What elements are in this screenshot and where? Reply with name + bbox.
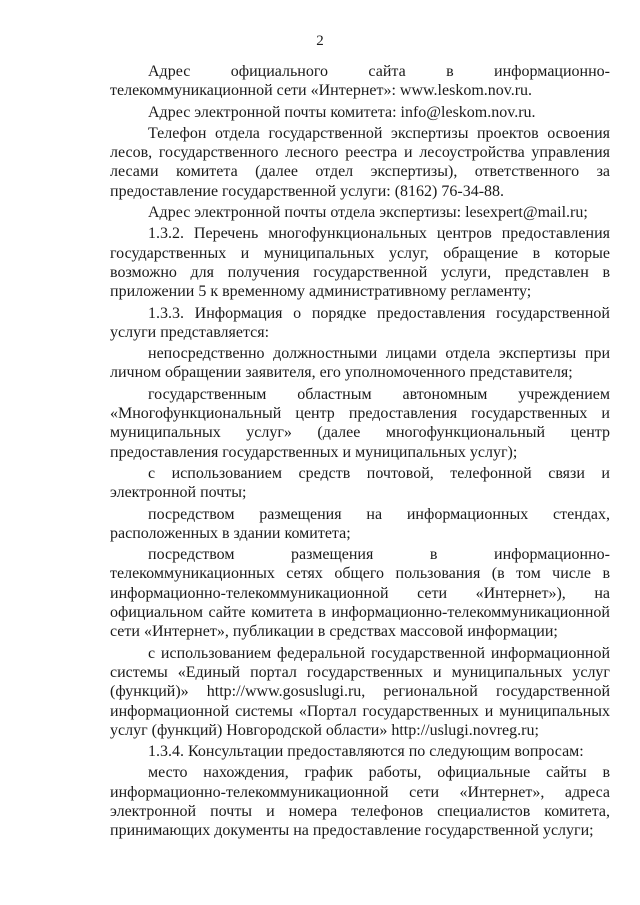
paragraph-committee-email: Адрес электронной почты комитета: info@leskom.nov.ru. (148, 103, 536, 121)
paragraph-location-schedule: место нахождения, график работы, официальные сайты в информационно-телекоммуникационной сети «Интернет», адреса электронной почты и номера телефонов специалистов комитета, принимающих документы на предоставление государственной услуги; (110, 764, 610, 840)
paragraph-expertise-phone: Телефон отдела государственной экспертизы проектов освоения лесов, государственного лесного реестра и лесоустройства управления лесами комитета (далее отдел экспертизы), ответственного за предоставление государственной услуги: (8162) 76-34-88. (110, 124, 610, 200)
paragraph-portals: с использованием федеральной государственной информационной системы «Единый портал государственных и муниципальных услуг (функций)» http://www.gosuslugi.ru, региональной государственной информационной системы «Портал государственных и муниципальных услуг (функций) Новгородской области» http://uslugi.novreg.ru; (110, 644, 610, 739)
paragraph-mail-phone: с использованием средств почтовой, телефонной связи и электронной почты; (110, 464, 610, 502)
paragraph-1-3-3: 1.3.3. Информация о порядке предоставления государственной услуги представляется: (110, 304, 610, 341)
paragraph-expertise-email: Адрес электронной почты отдела экспертизы: lesexpert@mail.ru; (148, 204, 588, 222)
page-number: 2 (316, 33, 324, 49)
paragraph-1-3-2: 1.3.2. Перечень многофункциональных центров предоставления государственных и муниципальных услуг, обращение в которые возможно для получения государственной услуги, представлен в приложении 5 к временному административному регламенту; (110, 225, 610, 301)
document-body (110, 62, 610, 841)
paragraph-info-stands: посредством размещения на информационных стендах, расположенных в здании комитета; (110, 505, 610, 542)
paragraph-1-3-4: 1.3.4. Консультации предоставляются по следующим вопросам: (148, 743, 584, 761)
paragraph-website-address: Адрес официального сайта в информационно-телекоммуникационной сети «Интернет»: www.leskom.nov.ru. (110, 63, 610, 100)
paragraph-public-networks: посредством размещения в информационно-телекоммуникационных сетях общего пользования (в том числе в информационно-телекоммуникационной сети «Интернет»), на официальном сайте комитета в информационно-телекоммуникационной сети «Интернет», публикации в средствах массовой информации; (110, 546, 610, 641)
paragraph-officials: непосредственно должностными лицами отдела экспертизы при личном обращении заявителя, его уполномоченного представителя; (110, 345, 610, 382)
paragraph-mfc: государственным областным автономным учреждением «Многофункциональный центр предоставления государственных и муниципальных услуг» (далее многофункциональный центр предоставления государственных и муниципальных услуг); (110, 385, 610, 461)
